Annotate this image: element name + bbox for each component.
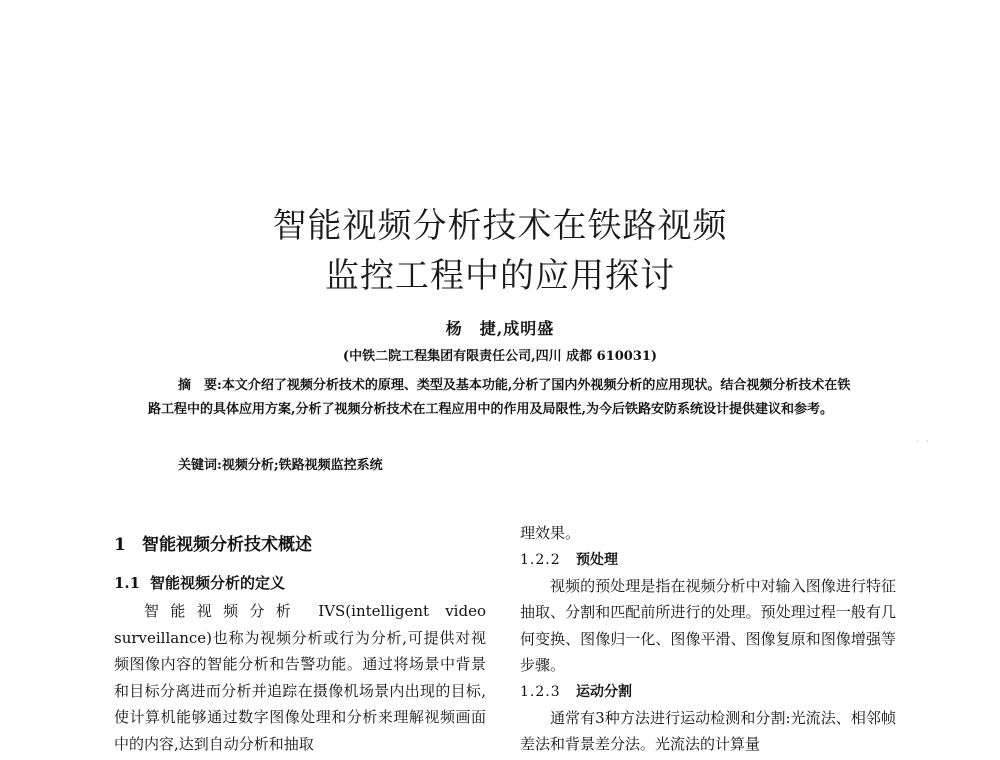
section-heading-1 (114, 530, 486, 568)
section-heading-1-1 (114, 572, 486, 598)
section-number: 1.1 (114, 574, 141, 592)
paper-title-line-2: 监控工程中的应用探讨 (325, 256, 675, 296)
section-title: 运动分割 (576, 683, 632, 700)
abstract-label: 摘 要: (178, 378, 222, 393)
authors: 杨 捷,成明盛 (445, 319, 555, 338)
keywords-label: 关键词: (178, 458, 222, 473)
section-title: 预处理 (576, 551, 618, 568)
keywords (178, 454, 858, 473)
body-paragraph-continued: 理效果。 (520, 524, 581, 542)
keywords-text: 视频分析;铁路视频监控系统 (221, 458, 383, 473)
abstract-text: 本文介绍了视频分析技术的原理、类型及基本功能,分析了国内外视频分析的应用现状。结合视频分析技术在铁路工程中的具体应用方案,分析了视频分析技术在工程应用中的作用及局限性,为今后铁路安防系统设计提供建议和参考。 (148, 378, 851, 417)
section-number: 1.2.3 (520, 683, 561, 700)
section-title: 智能视频分析的定义 (150, 574, 286, 592)
section-number: 1.2.2 (520, 551, 561, 568)
abstract (148, 374, 860, 422)
left-column (114, 520, 486, 757)
paper-title-line-1: 智能视频分析技术在铁路视频 (272, 206, 728, 246)
section-heading-1-2-3 (520, 679, 896, 705)
section-number: 1 (114, 535, 126, 555)
section-heading-1-2-2 (520, 547, 896, 573)
section-title: 智能视频分析技术概述 (142, 535, 312, 555)
affiliation: (中铁二院工程集团有限责任公司,四川 成都 610031) (342, 349, 658, 364)
body-paragraph: 视频的预处理是指在视频分析中对输入图像进行特征抽取、分割和匹配前所进行的处理。预处理过程一般有几何变换、图像归一化、图像平滑、图像复原和图像增强等步骤。 (520, 576, 896, 674)
body-paragraph: 智能视频分析 IVS(intelligent video surveillance)也称为视频分析或行为分析,可提供对视频图像内容的智能分析和告警功能。通过将场景中背景和目标分离进而分析并追踪在摄像机场景内出现的目标,使计算机能够通过数字图像处理和分析来理解视频画面中的内容,达到自动分析和抽取 (114, 602, 486, 753)
scan-artifact: · · (916, 437, 929, 446)
right-column (520, 520, 896, 758)
body-paragraph: 通常有3种方法进行运动检测和分割:光流法、相邻帧差法和背景差分法。光流法的计算量 (520, 708, 896, 753)
